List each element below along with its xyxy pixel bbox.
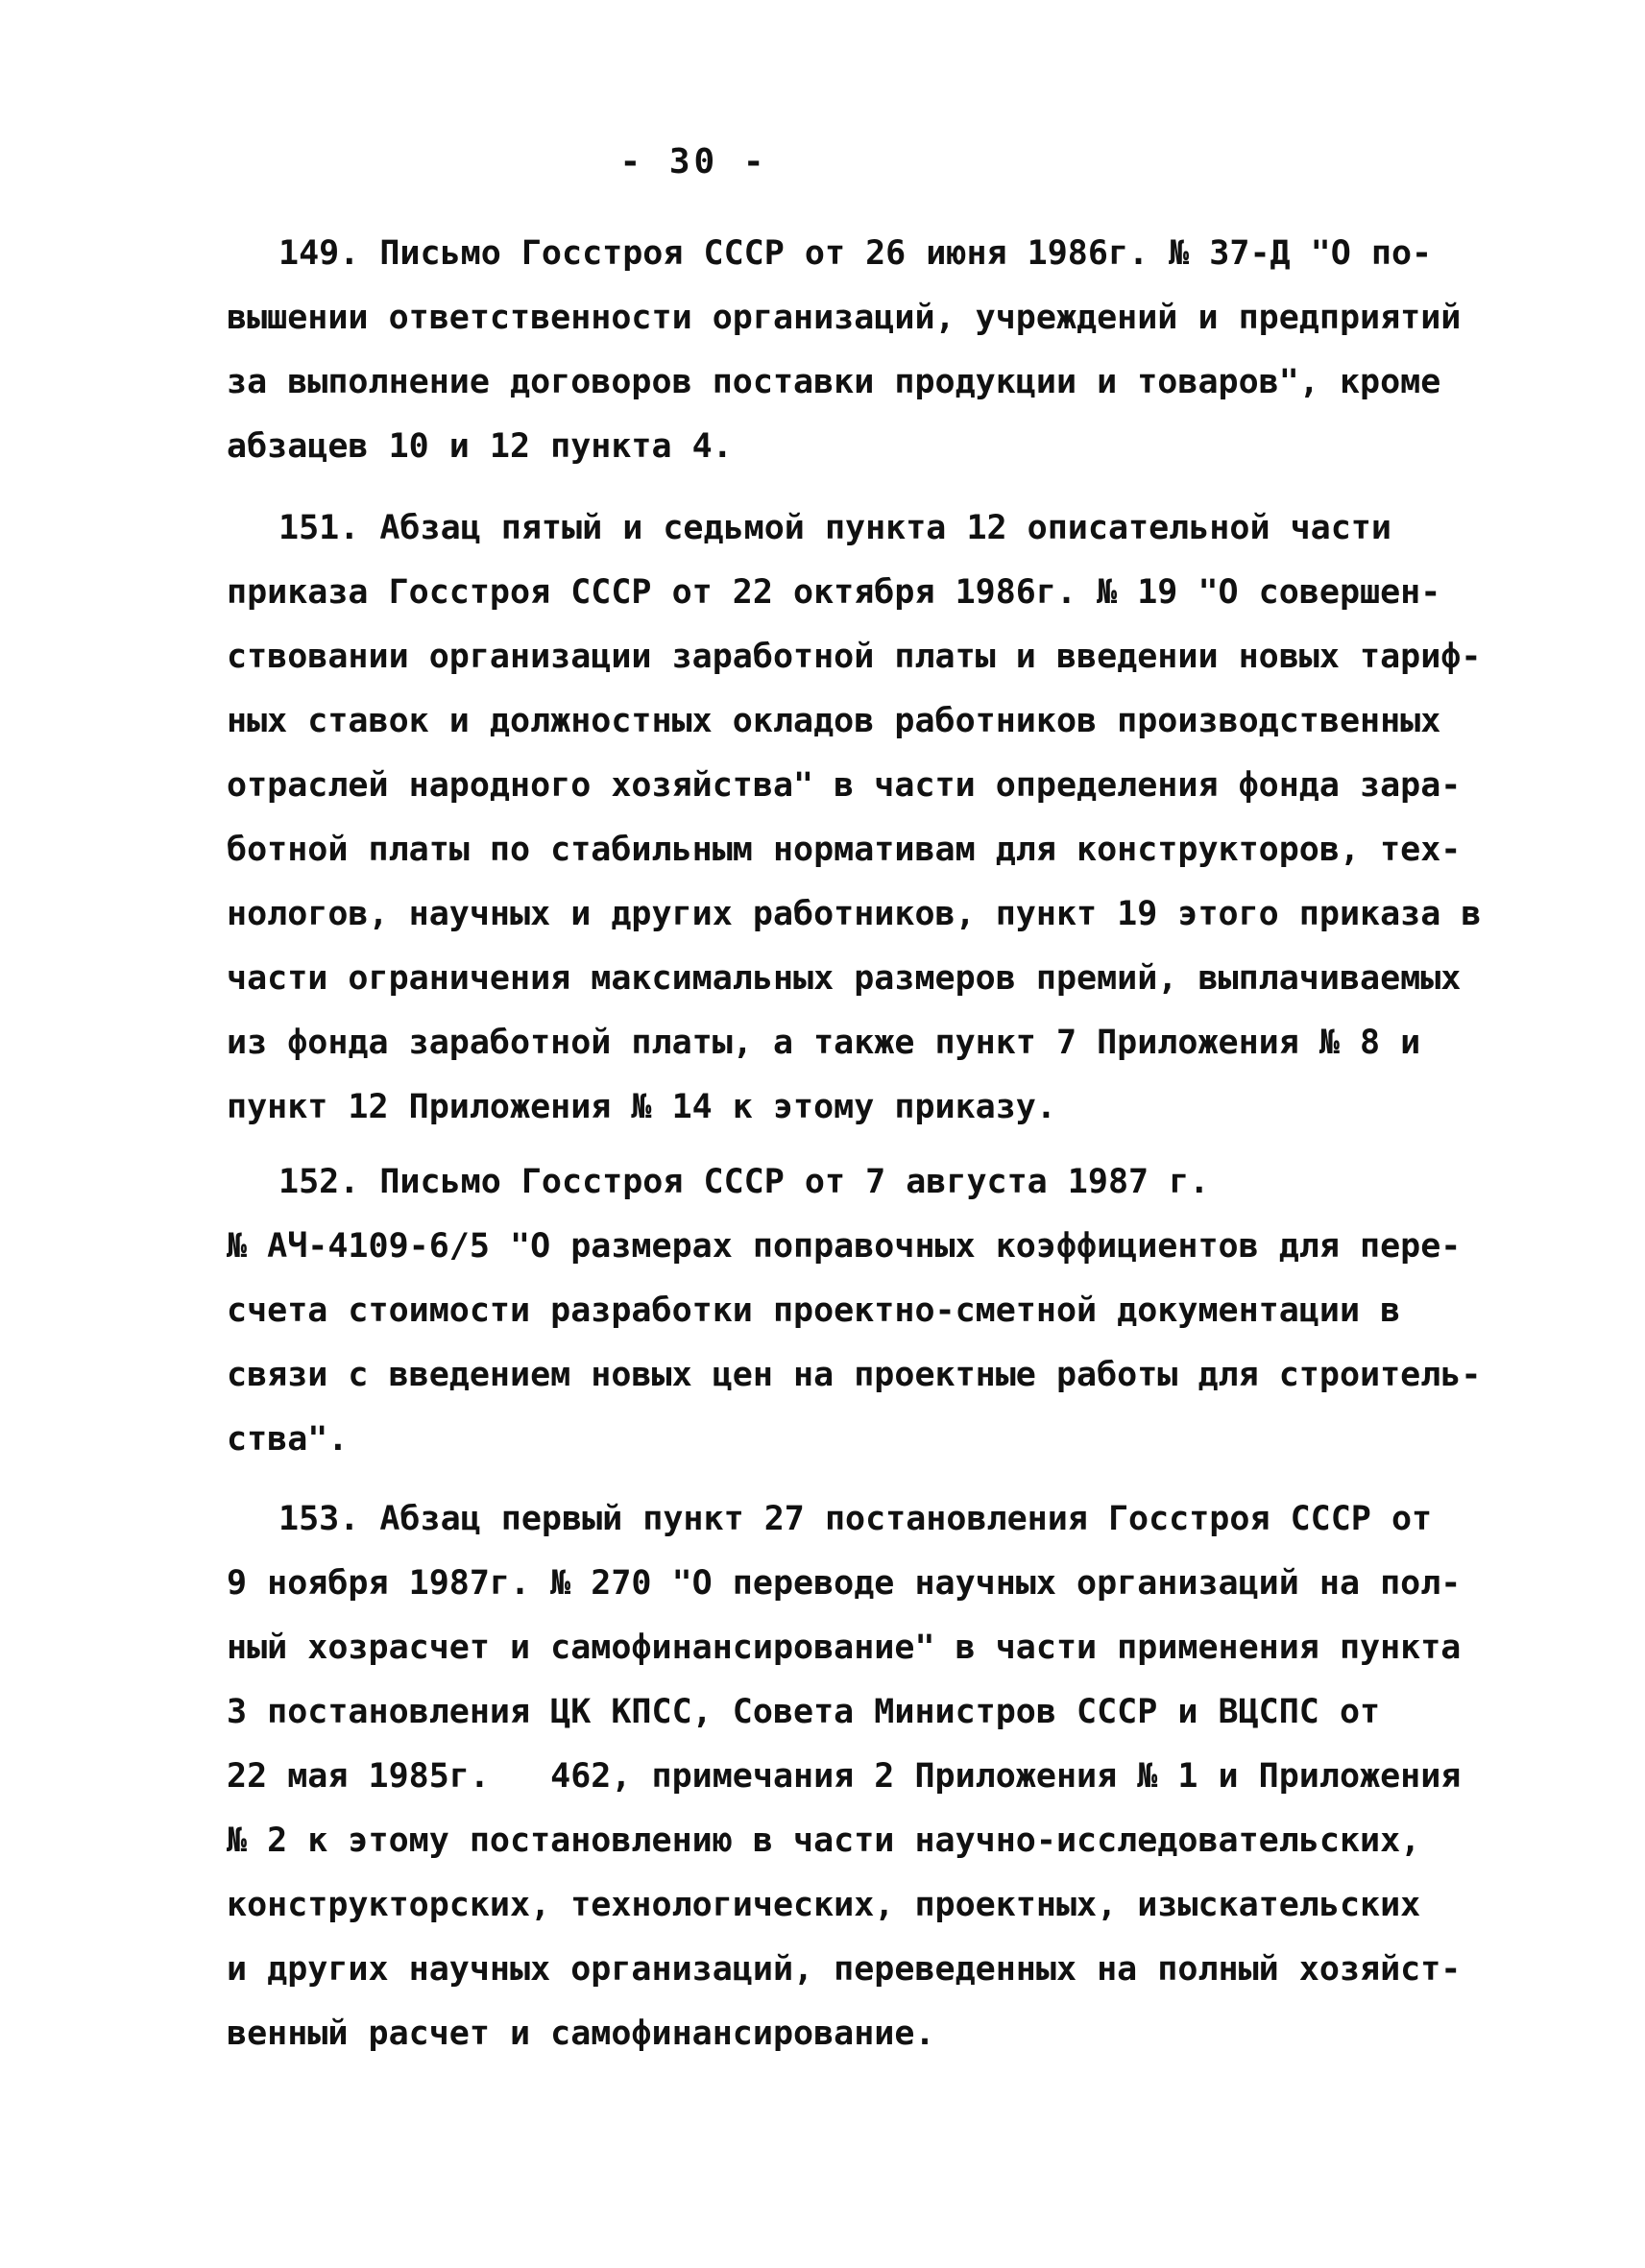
paragraph-151-line-7: нологов, научных и других работников, пункт 19 этого приказа в [227, 895, 1482, 933]
paragraph-149-line-3: за выполнение договоров поставки продукции и товаров", кроме [227, 363, 1441, 401]
paragraph-153-line-9: венный расчет и самофинансирование. [227, 2015, 935, 2053]
paragraph-152-line-5: ства". [227, 1420, 349, 1459]
paragraph-151-line-4: ных ставок и должностных окладов работников производственных [227, 702, 1441, 740]
page-number: - 30 - [619, 142, 768, 181]
paragraph-152-line-4: связи с введением новых цен на проектные работы для строитель- [227, 1356, 1482, 1394]
paragraph-152-line-1: 152. Письмо Госстроя СССР от 7 августа 1987 г. [278, 1163, 1210, 1201]
paragraph-149-line-2: вышении ответственности организаций, учреждений и предприятий [227, 299, 1462, 337]
paragraph-151-line-10: пункт 12 Приложения № 14 к этому приказу. [227, 1088, 1056, 1126]
paragraph-153-line-4: 3 постановления ЦК КПСС, Совета Министров СССР и ВЦСПС от [227, 1693, 1381, 1731]
paragraph-153-line-2: 9 ноября 1987г. № 270 "О переводе научных организаций на пол- [227, 1564, 1462, 1603]
paragraph-151-line-9: из фонда заработной платы, а также пункт 7 Приложения № 8 и [227, 1024, 1421, 1062]
paragraph-151-line-1: 151. Абзац пятый и седьмой пункта 12 описательной части [278, 509, 1391, 547]
paragraph-151-line-3: ствовании организации заработной платы и введении новых тариф- [227, 638, 1482, 676]
paragraph-149-line-4: абзацев 10 и 12 пункта 4. [227, 427, 733, 466]
paragraph-151-line-6: ботной платы по стабильным нормативам для конструкторов, тех- [227, 831, 1462, 869]
paragraph-151-line-2: приказа Госстроя СССР от 22 октября 1986г. № 19 "О совершен- [227, 573, 1441, 612]
paragraph-153-line-7: конструкторских, технологических, проектных, изыскательских [227, 1886, 1421, 1924]
paragraph-153-line-3: ный хозрасчет и самофинансирование" в части применения пункта [227, 1629, 1462, 1667]
paragraph-153-line-5: 22 мая 1985г. 462, примечания 2 Приложения № 1 и Приложения [227, 1757, 1462, 1796]
paragraph-151-line-8: части ограничения максимальных размеров премий, выплачиваемых [227, 959, 1462, 998]
paragraph-152-line-3: счета стоимости разработки проектно-сметной документации в [227, 1291, 1401, 1330]
paragraph-153-line-8: и других научных организаций, переведенных на полный хозяйст- [227, 1950, 1462, 1989]
paragraph-152-line-2: № АЧ-4109-6/5 "О размерах поправочных коэффициентов для пере- [227, 1227, 1462, 1266]
paragraph-149-line-1: 149. Письмо Госстроя СССР от 26 июня 1986г. № 37-Д "О по- [278, 234, 1433, 273]
paragraph-151-line-5: отраслей народного хозяйства" в части определения фонда зара- [227, 766, 1462, 805]
paragraph-153-line-6: № 2 к этому постановлению в части научно-исследовательских, [227, 1822, 1421, 1860]
paragraph-153-line-1: 153. Абзац первый пункт 27 постановления Госстроя СССР от [278, 1500, 1433, 1538]
